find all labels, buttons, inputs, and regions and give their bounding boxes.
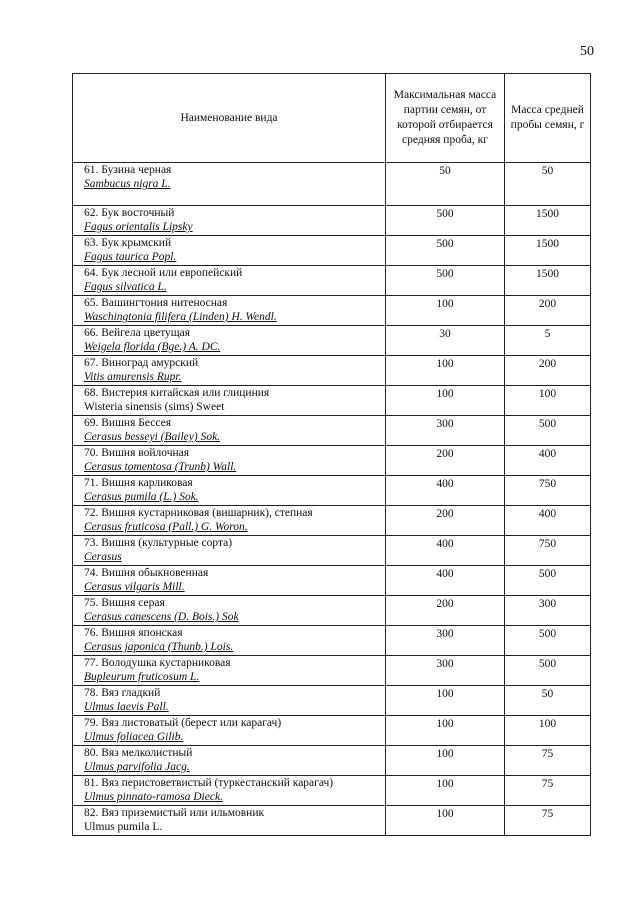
- max-batch-mass-cell: 500: [386, 266, 505, 296]
- species-cell: [73, 236, 386, 266]
- header-max-batch-mass: Максимальная масса партии семян, от которой отбирается средняя проба, кг: [386, 74, 505, 163]
- species-name-latin: Fagus taurica Popl.: [84, 251, 177, 263]
- species-name-ru: 72. Вишня кустарниковая (вишарник), степная: [84, 507, 313, 519]
- table-row: [73, 746, 591, 776]
- sample-mass-cell: 750: [505, 536, 591, 566]
- table-row: [73, 506, 591, 536]
- sample-mass-cell: 200: [505, 356, 591, 386]
- sample-mass-cell: 300: [505, 596, 591, 626]
- species-name-ru: 68. Вистерия китайская или глициния: [84, 387, 270, 399]
- species-cell: [73, 476, 386, 506]
- max-batch-mass-cell: 50: [386, 163, 505, 206]
- species-name-latin: Wisteria sinensis (sims) Sweet: [84, 401, 225, 413]
- max-batch-mass-cell: 300: [386, 416, 505, 446]
- sample-mass-cell: 500: [505, 656, 591, 686]
- species-name-ru: 63. Бук крымский: [84, 237, 172, 249]
- max-batch-mass-cell: 500: [386, 206, 505, 236]
- species-name-ru: 71. Вишня карликовая: [84, 477, 193, 489]
- species-name-latin: Bupleurum fruticosum L.: [84, 671, 200, 683]
- species-cell: [73, 716, 386, 746]
- species-name-latin: Cerasus fruticosa (Pall.) G. Woron.: [84, 521, 248, 533]
- max-batch-mass-cell: 400: [386, 476, 505, 506]
- species-name-latin: Waschingtonia filifera (Linden) H. Wendl.: [84, 311, 277, 323]
- species-name-latin: Vitis amurensis Rupr.: [84, 371, 182, 383]
- table-row: [73, 266, 591, 296]
- species-name-ru: 73. Вишня (культурные сорта): [84, 537, 233, 549]
- sample-mass-cell: 200: [505, 296, 591, 326]
- species-cell: [73, 776, 386, 806]
- sample-mass-cell: 100: [505, 386, 591, 416]
- species-name-latin: Ulmus pumila L.: [84, 821, 163, 833]
- species-cell: [73, 536, 386, 566]
- species-cell: [73, 206, 386, 236]
- table-row: [73, 536, 591, 566]
- species-name-latin: Weigela florida (Bge.) A. DC.: [84, 341, 221, 353]
- table-row: [73, 656, 591, 686]
- species-name-ru: 81. Вяз перистоветвистый (туркестанский карагач): [84, 777, 334, 789]
- max-batch-mass-cell: 300: [386, 656, 505, 686]
- sample-mass-cell: 1500: [505, 266, 591, 296]
- species-name-ru: 78. Вяз гладкий: [84, 687, 161, 699]
- sample-mass-cell: 500: [505, 626, 591, 656]
- table-body: [73, 163, 591, 836]
- max-batch-mass-cell: 100: [386, 776, 505, 806]
- max-batch-mass-cell: 100: [386, 296, 505, 326]
- species-name-ru: 64. Бук лесной или европейский: [84, 267, 243, 279]
- max-batch-mass-cell: 200: [386, 506, 505, 536]
- species-name-ru: 65. Вашингтония нитеносная: [84, 297, 228, 309]
- seed-sampling-table: [72, 73, 591, 836]
- sample-mass-cell: 400: [505, 446, 591, 476]
- species-name-latin: Fagus orientalis Lipsky: [84, 221, 193, 233]
- species-name-latin: Cerasus tomentosa (Trunb) Wall.: [84, 461, 237, 473]
- species-name-latin: Fagus silvatica L.: [84, 281, 167, 293]
- species-name-ru: 74. Вишня обыкновенная: [84, 567, 209, 579]
- table-row: [73, 716, 591, 746]
- species-cell: [73, 566, 386, 596]
- table-row: [73, 296, 591, 326]
- table-row: [73, 686, 591, 716]
- sample-mass-cell: 75: [505, 776, 591, 806]
- species-name-ru: 70. Вишня войлочная: [84, 447, 190, 459]
- sample-mass-cell: 400: [505, 506, 591, 536]
- species-name-latin: Ulmus parvifolia Jacg.: [84, 761, 190, 773]
- species-name-latin: Ulmus foliacea Gilib.: [84, 731, 184, 743]
- species-name-latin: Ulmus laevis Pall.: [84, 701, 169, 713]
- table-row: [73, 566, 591, 596]
- sample-mass-cell: 100: [505, 716, 591, 746]
- species-name-ru: 77. Володушка кустарниковая: [84, 657, 231, 669]
- table-row: [73, 236, 591, 266]
- table-row: [73, 596, 591, 626]
- max-batch-mass-cell: 30: [386, 326, 505, 356]
- species-cell: [73, 746, 386, 776]
- species-name-ru: 75. Вишня серая: [84, 597, 165, 609]
- species-cell: [73, 806, 386, 836]
- max-batch-mass-cell: 200: [386, 446, 505, 476]
- sample-mass-cell: 5: [505, 326, 591, 356]
- species-name-latin: Cerasus canescens (D. Bois.) Sok: [84, 611, 239, 623]
- table-row: [73, 326, 591, 356]
- max-batch-mass-cell: 500: [386, 236, 505, 266]
- species-cell: [73, 163, 386, 206]
- sample-mass-cell: 50: [505, 686, 591, 716]
- species-name-ru: 66. Вейгела цветущая: [84, 327, 191, 339]
- table-row: [73, 163, 591, 206]
- species-cell: [73, 506, 386, 536]
- species-name-ru: 79. Вяз листоватый (берест или карагач): [84, 717, 282, 729]
- max-batch-mass-cell: 100: [386, 806, 505, 836]
- species-name-ru: 62. Бук восточный: [84, 207, 175, 219]
- max-batch-mass-cell: 100: [386, 686, 505, 716]
- max-batch-mass-cell: 100: [386, 716, 505, 746]
- species-name-latin: Cerasus: [84, 551, 122, 563]
- header-species-name: Наименование вида: [73, 74, 386, 163]
- table-row: [73, 806, 591, 836]
- species-name-ru: 67. Виноград амурский: [84, 357, 199, 369]
- species-cell: [73, 656, 386, 686]
- species-cell: [73, 416, 386, 446]
- table-row: [73, 776, 591, 806]
- table-row: [73, 356, 591, 386]
- sample-mass-cell: 750: [505, 476, 591, 506]
- table-row: [73, 476, 591, 506]
- species-name-latin: Cerasus japonica (Thunb.) Lois.: [84, 641, 234, 653]
- max-batch-mass-cell: 300: [386, 626, 505, 656]
- species-cell: [73, 626, 386, 656]
- species-name-ru: 80. Вяз мелколистный: [84, 747, 193, 759]
- species-name-ru: 76. Вишня японская: [84, 627, 183, 639]
- sample-mass-cell: 1500: [505, 206, 591, 236]
- max-batch-mass-cell: 100: [386, 746, 505, 776]
- species-name-latin: Ulmus pinnato-ramosa Dieck.: [84, 791, 223, 803]
- table-row: [73, 386, 591, 416]
- header-sample-mass: Масса средней пробы семян, г: [505, 74, 591, 163]
- sample-mass-cell: 75: [505, 806, 591, 836]
- sample-mass-cell: 50: [505, 163, 591, 206]
- table-row: [73, 206, 591, 236]
- sample-mass-cell: 500: [505, 416, 591, 446]
- max-batch-mass-cell: 100: [386, 356, 505, 386]
- species-cell: [73, 266, 386, 296]
- species-cell: [73, 596, 386, 626]
- species-cell: [73, 326, 386, 356]
- max-batch-mass-cell: 200: [386, 596, 505, 626]
- sample-mass-cell: 75: [505, 746, 591, 776]
- species-name-ru: 69. Вишня Бессея: [84, 417, 171, 429]
- species-name-latin: Cerasus vilgaris Mill.: [84, 581, 185, 593]
- table-row: [73, 626, 591, 656]
- table-row: [73, 416, 591, 446]
- sample-mass-cell: 500: [505, 566, 591, 596]
- species-name-latin: Cerasus pumila (L.) Sok.: [84, 491, 199, 503]
- species-name-ru: 61. Бузина черная: [84, 164, 172, 176]
- max-batch-mass-cell: 400: [386, 566, 505, 596]
- species-cell: [73, 356, 386, 386]
- table-header-row: [73, 74, 591, 163]
- species-cell: [73, 296, 386, 326]
- max-batch-mass-cell: 100: [386, 386, 505, 416]
- table-row: [73, 446, 591, 476]
- species-name-latin: Cerasus besseyi (Bailey) Sok.: [84, 431, 221, 443]
- page-number: 50: [580, 44, 594, 59]
- species-cell: [73, 686, 386, 716]
- species-cell: [73, 446, 386, 476]
- species-name-latin: Sambucus nigra L.: [84, 178, 171, 190]
- max-batch-mass-cell: 400: [386, 536, 505, 566]
- species-cell: [73, 386, 386, 416]
- sample-mass-cell: 1500: [505, 236, 591, 266]
- species-name-ru: 82. Вяз приземистый или ильмовник: [84, 807, 265, 819]
